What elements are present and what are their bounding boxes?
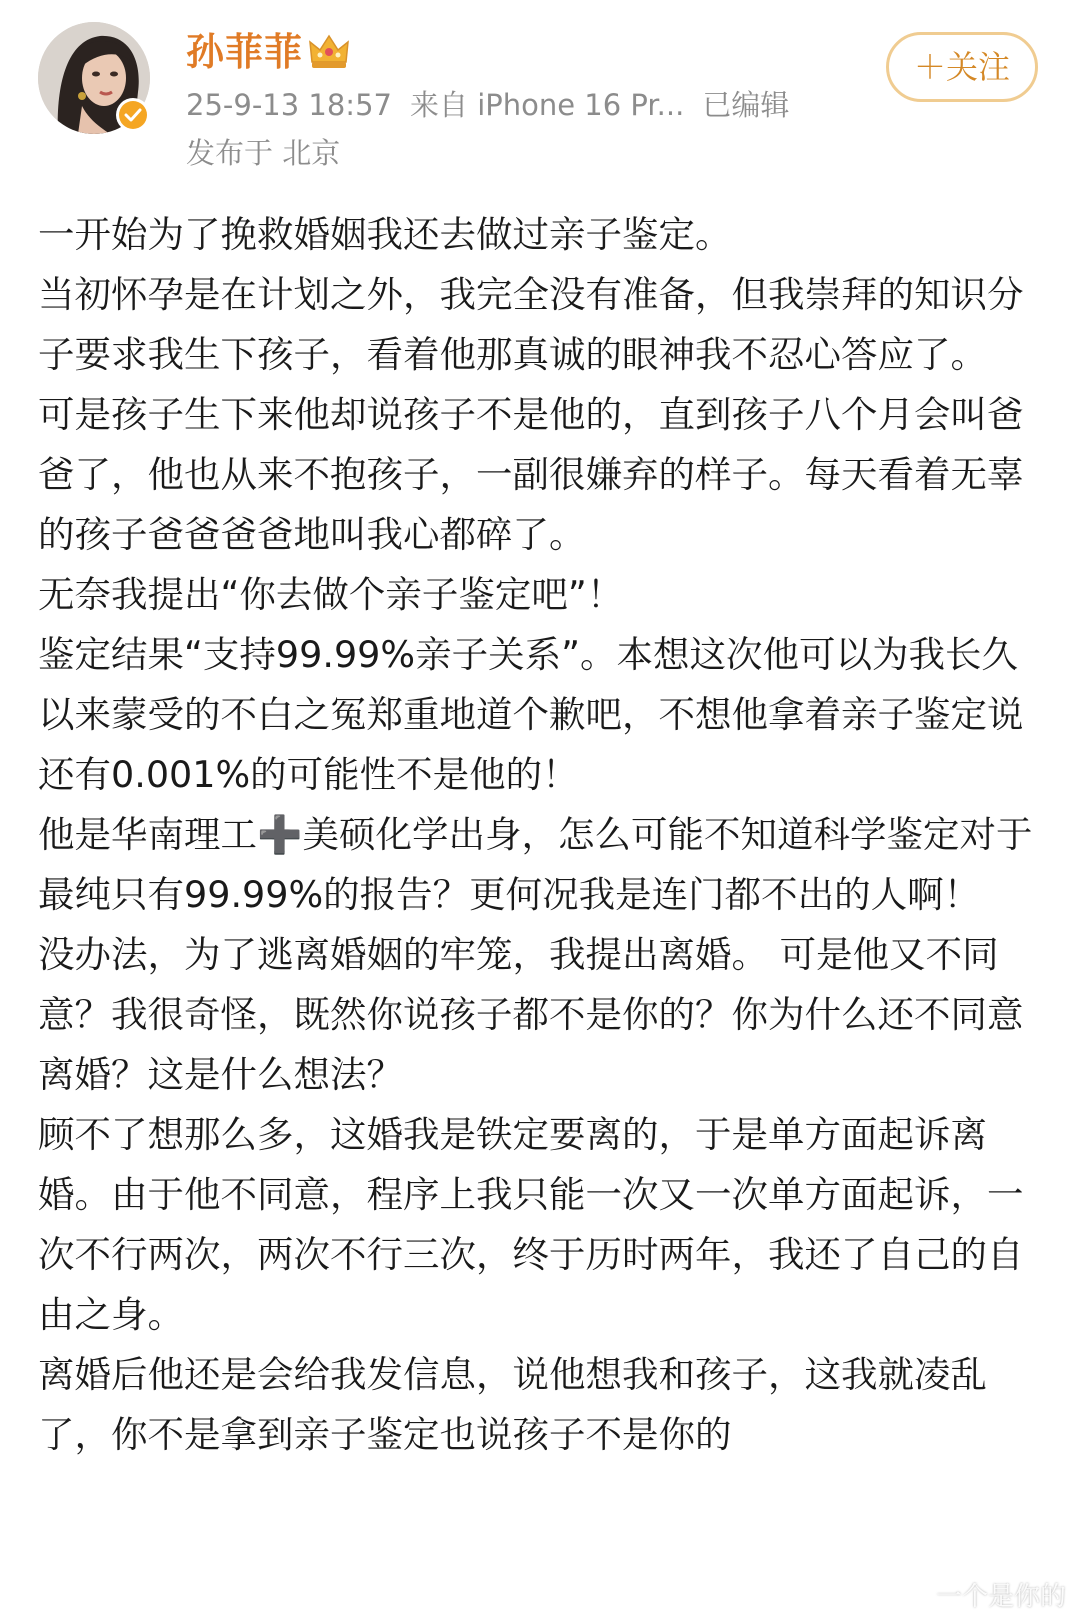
post-location: 发布于 北京 — [186, 136, 341, 170]
post-paragraph: 鉴定结果“支持99.99%亲子关系”。本想这次他可以为我长久以来蒙受的不白之冤郑重地道个歉吧，不想他拿着亲子鉴定说还有0.001%的可能性不是他的！ — [38, 633, 1024, 796]
watermark: 一个是你的 — [935, 1582, 1066, 1612]
post-time: 25-9-13 18:57 — [186, 88, 392, 122]
post-paragraph: 顾不了想那么多，这婚我是铁定要离的，于是单方面起诉离婚。由于他不同意，程序上我只能一次又一次单方面起诉，一次不行两次，两次不行三次，终于历时两年，我还了自己的自由之身。 — [38, 1113, 1024, 1336]
post-header — [0, 0, 1080, 190]
post-paragraph: 没办法，为了逃离婚姻的牢笼，我提出离婚。 可是他又不同意？我很奇怪，既然你说孩子都不是你的？你为什么还不同意离婚？这是什么想法？ — [38, 933, 1024, 1096]
post-paragraph: 当初怀孕是在计划之外，我完全没有准备，但我崇拜的知识分子要求我生下孩子，看着他那真诚的眼神我不忍心答应了。 — [38, 273, 1024, 376]
follow-button[interactable]: ＋关注 — [886, 32, 1038, 102]
post-paragraph: 可是孩子生下来他却说孩子不是他的，直到孩子八个月会叫爸爸了，他也从来不抱孩子，一副很嫌弃的样子。每天看着无辜的孩子爸爸爸爸地叫我心都碎了。 — [38, 393, 1024, 556]
post-paragraph: 一开始为了挽救婚姻我还去做过亲子鉴定。 — [38, 213, 732, 256]
post-meta — [186, 86, 807, 124]
crown-icon — [308, 32, 350, 70]
post-paragraph: 离婚后他还是会给我发信息，说他想我和孩子，这我就凌乱了，你不是拿到亲子鉴定也说孩子不是你的 — [38, 1353, 987, 1456]
verified-icon — [116, 98, 150, 132]
post-edited: 已编辑 — [702, 88, 790, 122]
post-body — [38, 205, 1048, 1465]
post-source: 来自 iPhone 16 Pr... — [409, 88, 685, 122]
post-paragraph: 他是华南理工➕美硕化学出身，怎么可能不知道科学鉴定对于最纯只有99.99%的报告？更何况我是连门都不出的人啊！ — [38, 813, 1033, 916]
post-paragraph: 无奈我提出“你去做个亲子鉴定吧”！ — [38, 573, 624, 616]
user-name[interactable]: 孙菲菲 — [186, 30, 304, 74]
